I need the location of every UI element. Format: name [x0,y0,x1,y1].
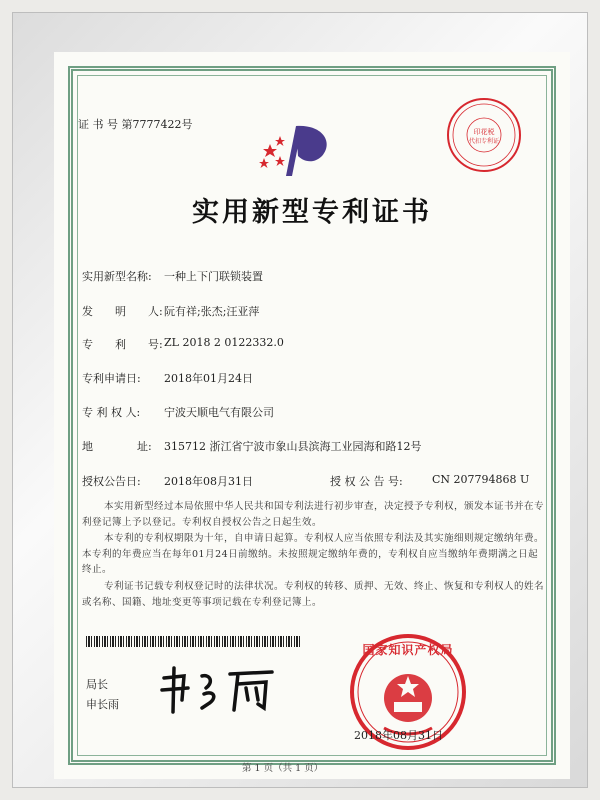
issue-date: 2018年08月31日 [354,729,443,742]
director-title: 局长 [86,678,108,691]
name-value: 一种上下门联锁装置 [164,270,263,283]
patentee-value: 宁波天顺电气有限公司 [164,406,274,419]
name-label: 实用新型名称: [82,270,152,283]
paragraph-status: 专利证书记载专利权登记时的法律状况。专利权的转移、质押、无效、终止、恢复和专利权人的姓名或名称、国籍、地址变更等事项记载在专利登记簿上。 [82,581,545,608]
address-label: 地 址: [82,440,152,453]
seal-text: 国家知识产权局 [362,643,454,657]
filing-date-label: 专利申请日: [82,372,141,385]
barcode [86,636,301,647]
announce-number-value: CN 207794868 U [432,473,530,486]
certificate-number: 证 书 号 第7777422号 [78,118,193,131]
page-footer: 第 1 页（共 1 页） [242,763,324,774]
patent-office-logo-icon [252,122,342,178]
certificate-paper [54,52,570,779]
patent-number-value: ZL 2018 2 0122332.0 [164,336,284,349]
tax-stamp-icon [445,96,523,174]
director-name: 申长雨 [86,698,119,711]
certificate-frame [12,12,588,788]
announce-date-value: 2018年08月31日 [164,475,253,488]
certificate-title: 实用新型专利证书 [192,197,432,228]
patentee-label: 专 利 权 人: [82,406,141,419]
patent-number-label: 专 利 号: [82,338,163,351]
inventor-value: 阮有祥;张杰;汪亚萍 [164,305,260,318]
announce-number-label: 授 权 公 告 号: [330,475,403,488]
address-value: 315712 浙江省宁波市象山县滨海工业园海和路12号 [164,440,422,453]
paragraph-grant: 本实用新型经过本局依照中华人民共和国专利法进行初步审查，决定授予专利权，颁发本证书并在专利登记簿上予以登记。专利权自授权公告之日起生效。 [82,501,545,528]
inventor-label: 发 明 人: [82,305,163,318]
paragraph-term: 本专利的专利权期限为十年，自申请日起算。专利权人应当依照专利法及其实施细则规定缴纳年费。本专利的年费应当在每年01月24日前缴纳。未按照规定缴纳年费的，专利权自应当缴纳年费期满之日起终止。 [82,533,545,575]
director-signature [154,664,284,716]
announce-date-label: 授权公告日: [82,475,141,488]
tax-stamp-text2: 代扣专利证 [468,138,500,145]
filing-date-value: 2018年01月24日 [164,372,253,385]
tax-stamp-text: 印花税 [473,128,495,136]
